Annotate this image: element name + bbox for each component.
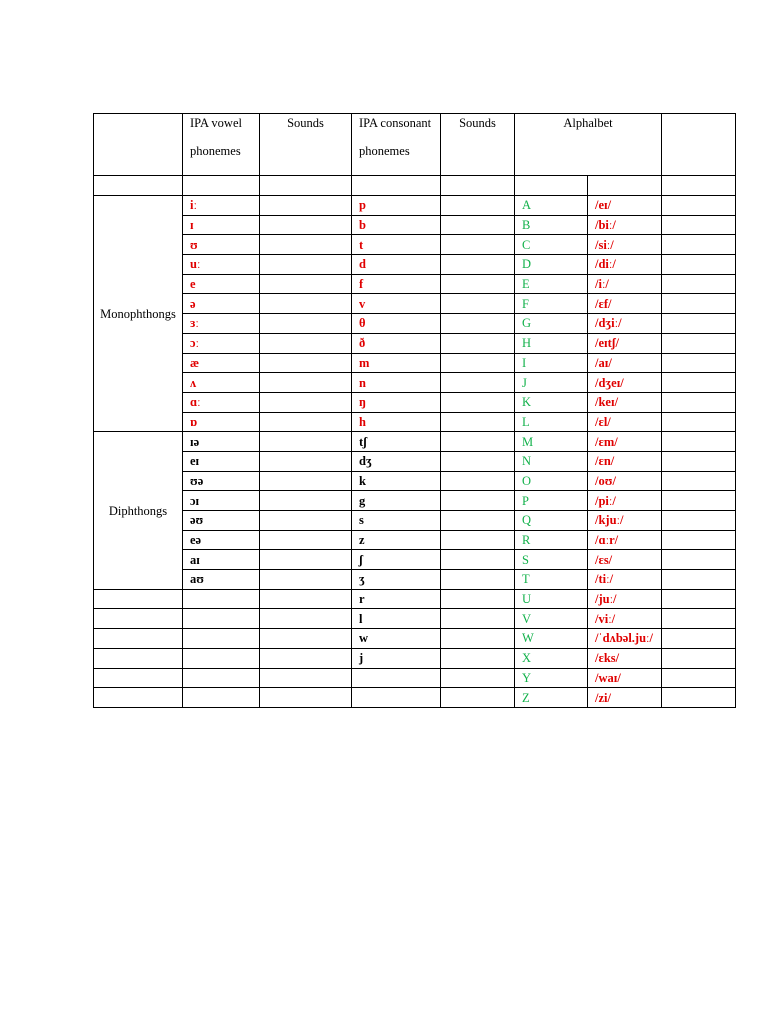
consonant-sounds-cell <box>441 570 515 590</box>
table-row <box>94 353 736 373</box>
table-row <box>94 274 736 294</box>
consonant-sounds-cell <box>441 314 515 334</box>
alphabet-letter-cell: E <box>515 274 588 294</box>
header-sounds-2: Sounds <box>441 114 515 176</box>
vowel-sounds-cell <box>260 412 352 432</box>
empty-cell <box>662 648 736 668</box>
consonant-sounds-cell <box>441 609 515 629</box>
empty-cell <box>662 333 736 353</box>
table-row <box>94 511 736 531</box>
table-row <box>94 609 736 629</box>
consonant-sounds-cell <box>441 373 515 393</box>
consonant-phoneme-cell: v <box>352 294 441 314</box>
empty-cell <box>662 196 736 216</box>
table-row <box>94 648 736 668</box>
empty-cell <box>94 609 183 629</box>
vowel-phoneme-cell <box>183 609 260 629</box>
table-row <box>94 432 736 452</box>
table-row <box>94 688 736 708</box>
vowel-phoneme-cell: eɪ <box>183 451 260 471</box>
letter-pronunciation-cell: /ɛks/ <box>588 648 662 668</box>
consonant-sounds-cell <box>441 511 515 531</box>
vowel-phoneme-cell: aʊ <box>183 570 260 590</box>
alphabet-letter-cell: L <box>515 412 588 432</box>
empty-cell <box>662 432 736 452</box>
consonant-phoneme-cell: s <box>352 511 441 531</box>
consonant-sounds-cell <box>441 471 515 491</box>
consonant-phoneme-cell: h <box>352 412 441 432</box>
consonant-phoneme-cell: l <box>352 609 441 629</box>
vowel-sounds-cell <box>260 570 352 590</box>
header-alphabet: Alphalbet <box>515 114 662 176</box>
empty-cell <box>662 668 736 688</box>
vowel-sounds-cell <box>260 550 352 570</box>
empty-cell <box>662 688 736 708</box>
table-row <box>94 215 736 235</box>
table-row <box>94 530 736 550</box>
consonant-sounds-cell <box>441 648 515 668</box>
empty-cell <box>662 570 736 590</box>
consonant-sounds-cell <box>441 491 515 511</box>
vowel-phoneme-cell <box>183 688 260 708</box>
vowel-phoneme-cell: iː <box>183 196 260 216</box>
letter-pronunciation-cell: /eɪ/ <box>588 196 662 216</box>
letter-pronunciation-cell: /ɛn/ <box>588 451 662 471</box>
consonant-sounds-cell <box>441 294 515 314</box>
vowel-phoneme-cell <box>183 589 260 609</box>
letter-pronunciation-cell: /ˈdʌbəl.juː/ <box>588 629 662 649</box>
vowel-sounds-cell <box>260 235 352 255</box>
consonant-sounds-cell <box>441 412 515 432</box>
vowel-phoneme-cell: eə <box>183 530 260 550</box>
header-consonant-line2: phonemes <box>359 144 410 158</box>
consonant-sounds-cell <box>441 392 515 412</box>
header-row <box>94 114 736 176</box>
table-row <box>94 589 736 609</box>
letter-pronunciation-cell: /oʊ/ <box>588 471 662 491</box>
header-blank-cell <box>94 114 183 176</box>
consonant-sounds-cell <box>441 235 515 255</box>
vowel-phoneme-cell <box>183 668 260 688</box>
letter-pronunciation-cell: /viː/ <box>588 609 662 629</box>
consonant-phoneme-cell: f <box>352 274 441 294</box>
vowel-sounds-cell <box>260 491 352 511</box>
empty-cell <box>662 373 736 393</box>
empty-cell <box>662 629 736 649</box>
table-row <box>94 196 736 216</box>
vowel-phoneme-cell: ɪ <box>183 215 260 235</box>
vowel-phoneme-cell: əʊ <box>183 511 260 531</box>
vowel-sounds-cell <box>260 629 352 649</box>
empty-cell <box>662 235 736 255</box>
letter-pronunciation-cell: /tiː/ <box>588 570 662 590</box>
consonant-phoneme-cell: j <box>352 648 441 668</box>
spacer-row <box>94 176 736 196</box>
letter-pronunciation-cell: /ɛl/ <box>588 412 662 432</box>
letter-pronunciation-cell: /ɛs/ <box>588 550 662 570</box>
table-row <box>94 333 736 353</box>
empty-cell <box>94 688 183 708</box>
group-label-diphthongs: Diphthongs <box>94 432 183 590</box>
vowel-sounds-cell <box>260 314 352 334</box>
vowel-phoneme-cell: ə <box>183 294 260 314</box>
consonant-sounds-cell <box>441 255 515 275</box>
empty-cell <box>662 511 736 531</box>
letter-pronunciation-cell: /ɑːr/ <box>588 530 662 550</box>
empty-cell <box>662 589 736 609</box>
vowel-sounds-cell <box>260 432 352 452</box>
vowel-phoneme-cell: uː <box>183 255 260 275</box>
consonant-phoneme-cell: w <box>352 629 441 649</box>
vowel-sounds-cell <box>260 392 352 412</box>
consonant-phoneme-cell: ʃ <box>352 550 441 570</box>
vowel-sounds-cell <box>260 471 352 491</box>
consonant-phoneme-cell: r <box>352 589 441 609</box>
vowel-phoneme-cell: ɜː <box>183 314 260 334</box>
vowel-phoneme-cell: æ <box>183 353 260 373</box>
table-row <box>94 392 736 412</box>
alphabet-letter-cell: G <box>515 314 588 334</box>
vowel-sounds-cell <box>260 255 352 275</box>
letter-pronunciation-cell: /ɛm/ <box>588 432 662 452</box>
alphabet-letter-cell: K <box>515 392 588 412</box>
table-row <box>94 550 736 570</box>
consonant-sounds-cell <box>441 530 515 550</box>
vowel-phoneme-cell <box>183 629 260 649</box>
consonant-sounds-cell <box>441 353 515 373</box>
empty-cell <box>662 491 736 511</box>
letter-pronunciation-cell: /dʒiː/ <box>588 314 662 334</box>
table-row <box>94 412 736 432</box>
consonant-sounds-cell <box>441 688 515 708</box>
empty-cell <box>662 294 736 314</box>
empty-cell <box>662 550 736 570</box>
empty-cell <box>662 609 736 629</box>
empty-cell <box>662 353 736 373</box>
consonant-phoneme-cell: b <box>352 215 441 235</box>
consonant-phoneme-cell: ʒ <box>352 570 441 590</box>
alphabet-letter-cell: O <box>515 471 588 491</box>
consonant-phoneme-cell <box>352 688 441 708</box>
empty-cell <box>662 530 736 550</box>
vowel-sounds-cell <box>260 668 352 688</box>
vowel-sounds-cell <box>260 589 352 609</box>
empty-cell <box>662 215 736 235</box>
alphabet-letter-cell: A <box>515 196 588 216</box>
empty-cell <box>662 471 736 491</box>
vowel-phoneme-cell: ɒ <box>183 412 260 432</box>
alphabet-letter-cell: J <box>515 373 588 393</box>
letter-pronunciation-cell: /keɪ/ <box>588 392 662 412</box>
alphabet-letter-cell: N <box>515 451 588 471</box>
vowel-sounds-cell <box>260 648 352 668</box>
empty-cell <box>662 392 736 412</box>
consonant-phoneme-cell: ð <box>352 333 441 353</box>
vowel-sounds-cell <box>260 294 352 314</box>
consonant-sounds-cell <box>441 432 515 452</box>
alphabet-letter-cell: V <box>515 609 588 629</box>
ipa-table <box>93 113 736 708</box>
vowel-sounds-cell <box>260 688 352 708</box>
vowel-phoneme-cell: ʊ <box>183 235 260 255</box>
consonant-phoneme-cell: n <box>352 373 441 393</box>
empty-cell <box>94 176 183 196</box>
header-vowel-line1: IPA vowel <box>190 116 242 130</box>
alphabet-letter-cell: R <box>515 530 588 550</box>
vowel-sounds-cell <box>260 511 352 531</box>
header-vowel-line2: phonemes <box>190 144 241 158</box>
alphabet-letter-cell: T <box>515 570 588 590</box>
consonant-sounds-cell <box>441 629 515 649</box>
group-label-monophthongs: Monophthongs <box>94 196 183 432</box>
table-row <box>94 255 736 275</box>
empty-cell <box>441 176 515 196</box>
alphabet-letter-cell: U <box>515 589 588 609</box>
header-consonant-line1: IPA consonant <box>359 116 432 130</box>
empty-cell <box>588 176 662 196</box>
empty-cell <box>352 176 441 196</box>
empty-cell <box>662 412 736 432</box>
alphabet-letter-cell: M <box>515 432 588 452</box>
header-vowel-phonemes <box>183 114 260 176</box>
letter-pronunciation-cell: /eɪtʃ/ <box>588 333 662 353</box>
empty-cell <box>662 176 736 196</box>
alphabet-letter-cell: Z <box>515 688 588 708</box>
consonant-sounds-cell <box>441 451 515 471</box>
consonant-phoneme-cell: z <box>352 530 441 550</box>
letter-pronunciation-cell: /iː/ <box>588 274 662 294</box>
empty-cell <box>94 648 183 668</box>
consonant-sounds-cell <box>441 196 515 216</box>
consonant-sounds-cell <box>441 274 515 294</box>
vowel-phoneme-cell: ɪə <box>183 432 260 452</box>
empty-cell <box>94 589 183 609</box>
header-consonant-phonemes <box>352 114 441 176</box>
letter-pronunciation-cell: /siː/ <box>588 235 662 255</box>
alphabet-letter-cell: W <box>515 629 588 649</box>
alphabet-letter-cell: I <box>515 353 588 373</box>
letter-pronunciation-cell: /piː/ <box>588 491 662 511</box>
header-sounds-1: Sounds <box>260 114 352 176</box>
table-row <box>94 373 736 393</box>
alphabet-letter-cell: H <box>515 333 588 353</box>
letter-pronunciation-cell: /juː/ <box>588 589 662 609</box>
empty-cell <box>94 668 183 688</box>
empty-cell <box>662 274 736 294</box>
letter-pronunciation-cell: /kjuː/ <box>588 511 662 531</box>
vowel-phoneme-cell <box>183 648 260 668</box>
table-row <box>94 471 736 491</box>
vowel-phoneme-cell: ʌ <box>183 373 260 393</box>
letter-pronunciation-cell: /ɛf/ <box>588 294 662 314</box>
consonant-sounds-cell <box>441 333 515 353</box>
vowel-sounds-cell <box>260 373 352 393</box>
table-row <box>94 451 736 471</box>
vowel-phoneme-cell: e <box>183 274 260 294</box>
consonant-phoneme-cell: m <box>352 353 441 373</box>
alphabet-letter-cell: S <box>515 550 588 570</box>
vowel-sounds-cell <box>260 609 352 629</box>
vowel-sounds-cell <box>260 274 352 294</box>
vowel-phoneme-cell: aɪ <box>183 550 260 570</box>
letter-pronunciation-cell: /zi/ <box>588 688 662 708</box>
table-row <box>94 314 736 334</box>
letter-pronunciation-cell: /aɪ/ <box>588 353 662 373</box>
consonant-phoneme-cell: ŋ <box>352 392 441 412</box>
header-blank-cell-end <box>662 114 736 176</box>
table-row <box>94 235 736 255</box>
vowel-phoneme-cell: ɔɪ <box>183 491 260 511</box>
vowel-sounds-cell <box>260 215 352 235</box>
consonant-phoneme-cell: k <box>352 471 441 491</box>
vowel-phoneme-cell: ɑː <box>183 392 260 412</box>
consonant-sounds-cell <box>441 668 515 688</box>
table-row <box>94 294 736 314</box>
vowel-phoneme-cell: ɔː <box>183 333 260 353</box>
table-row <box>94 491 736 511</box>
alphabet-letter-cell: Q <box>515 511 588 531</box>
empty-cell <box>662 255 736 275</box>
empty-cell <box>662 314 736 334</box>
letter-pronunciation-cell: /waɪ/ <box>588 668 662 688</box>
empty-cell <box>515 176 588 196</box>
alphabet-letter-cell: C <box>515 235 588 255</box>
consonant-phoneme-cell <box>352 668 441 688</box>
consonant-sounds-cell <box>441 589 515 609</box>
letter-pronunciation-cell: /dʒeɪ/ <box>588 373 662 393</box>
vowel-sounds-cell <box>260 451 352 471</box>
vowel-phoneme-cell: ʊə <box>183 471 260 491</box>
consonant-phoneme-cell: d <box>352 255 441 275</box>
consonant-sounds-cell <box>441 550 515 570</box>
consonant-phoneme-cell: dʒ <box>352 451 441 471</box>
alphabet-letter-cell: P <box>515 491 588 511</box>
alphabet-letter-cell: X <box>515 648 588 668</box>
letter-pronunciation-cell: /diː/ <box>588 255 662 275</box>
table-row <box>94 668 736 688</box>
consonant-phoneme-cell: tʃ <box>352 432 441 452</box>
consonant-phoneme-cell: g <box>352 491 441 511</box>
empty-cell <box>662 451 736 471</box>
consonant-phoneme-cell: t <box>352 235 441 255</box>
empty-cell <box>260 176 352 196</box>
alphabet-letter-cell: F <box>515 294 588 314</box>
alphabet-letter-cell: B <box>515 215 588 235</box>
alphabet-letter-cell: Y <box>515 668 588 688</box>
letter-pronunciation-cell: /biː/ <box>588 215 662 235</box>
consonant-phoneme-cell: θ <box>352 314 441 334</box>
consonant-sounds-cell <box>441 215 515 235</box>
consonant-phoneme-cell: p <box>352 196 441 216</box>
vowel-sounds-cell <box>260 196 352 216</box>
empty-cell <box>94 629 183 649</box>
vowel-sounds-cell <box>260 353 352 373</box>
table-row <box>94 570 736 590</box>
empty-cell <box>183 176 260 196</box>
table-row <box>94 629 736 649</box>
alphabet-letter-cell: D <box>515 255 588 275</box>
vowel-sounds-cell <box>260 530 352 550</box>
vowel-sounds-cell <box>260 333 352 353</box>
